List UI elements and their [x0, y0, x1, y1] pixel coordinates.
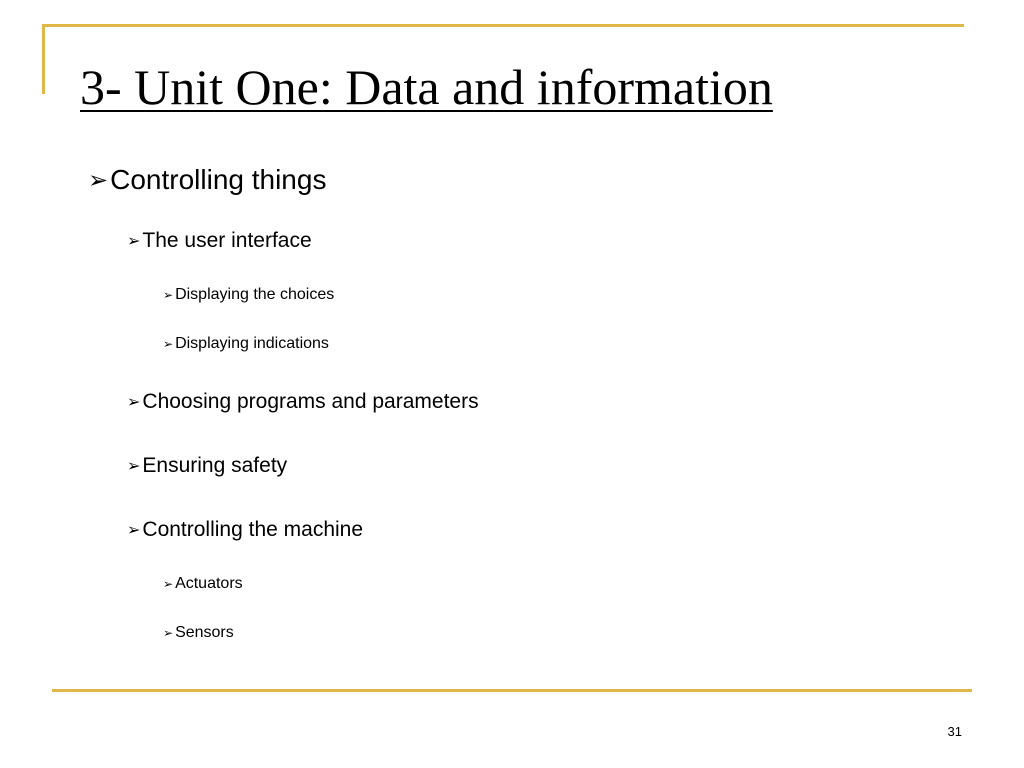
arrow-bullet-icon: ➢	[163, 337, 174, 351]
bullet-text: Displaying indications	[175, 335, 329, 352]
arrow-bullet-icon: ➢	[127, 520, 141, 539]
arrow-bullet-icon: ➢	[163, 288, 174, 302]
bullet-text: Choosing programs and parameters	[142, 390, 479, 413]
bullet-text: Controlling the machine	[142, 518, 364, 541]
bullet-text: Sensors	[175, 624, 234, 641]
frame-left-rule	[42, 24, 45, 94]
bullet-actuators	[163, 575, 243, 593]
bullet-controlling-things	[88, 164, 326, 196]
bullet-text: Actuators	[175, 575, 243, 592]
bullet-text: Displaying the choices	[175, 286, 335, 303]
arrow-bullet-icon: ➢	[163, 626, 174, 640]
bullet-displaying-indications	[163, 335, 329, 353]
bullet-text: Ensuring safety	[142, 454, 288, 477]
bullet-controlling-machine	[127, 518, 363, 542]
bullet-text: The user interface	[142, 229, 312, 252]
footer-rule	[52, 689, 972, 692]
slide-title: 3- Unit One: Data and information	[80, 59, 773, 115]
bullet-text: Controlling things	[110, 164, 327, 195]
bullet-choosing-programs	[127, 390, 479, 414]
arrow-bullet-icon: ➢	[127, 231, 141, 250]
arrow-bullet-icon: ➢	[127, 456, 141, 475]
bullet-user-interface	[127, 229, 312, 253]
page-number: 31	[947, 724, 962, 739]
arrow-bullet-icon: ➢	[163, 577, 174, 591]
frame-top-rule	[42, 24, 964, 27]
bullet-ensuring-safety	[127, 454, 287, 478]
arrow-bullet-icon: ➢	[88, 166, 109, 194]
bullet-displaying-choices	[163, 286, 334, 304]
arrow-bullet-icon: ➢	[127, 392, 141, 411]
bullet-sensors	[163, 624, 234, 642]
